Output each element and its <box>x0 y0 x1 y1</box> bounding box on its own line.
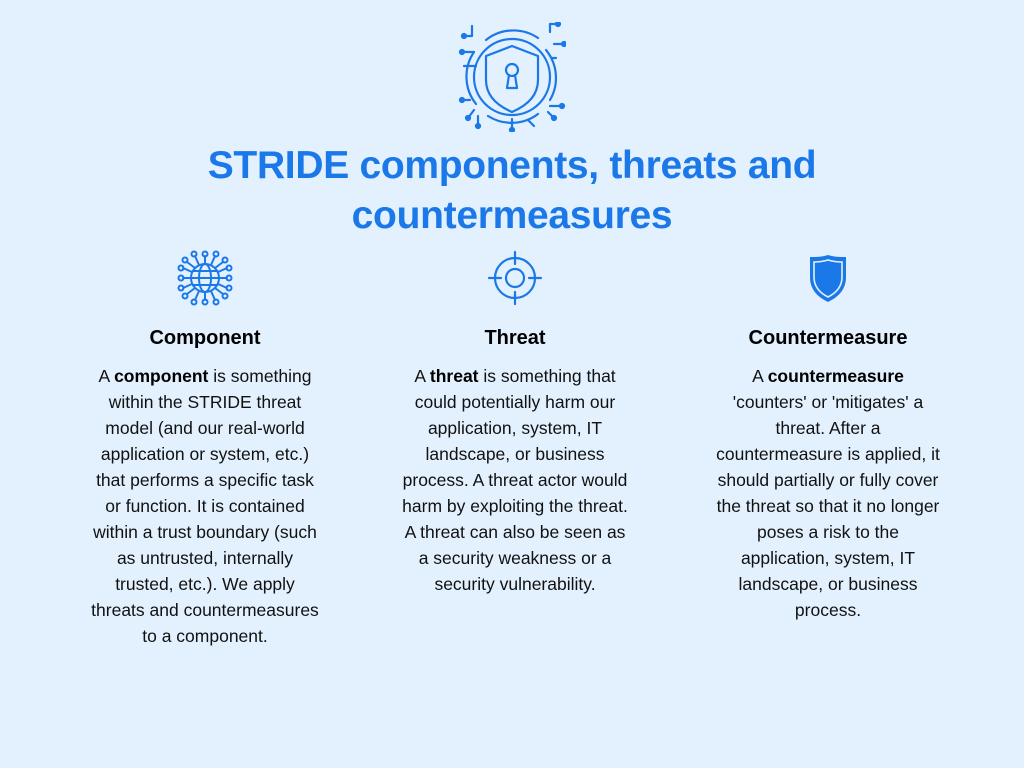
countermeasure-heading: Countermeasure <box>748 327 908 349</box>
page-title: STRIDE components, threats and countermeasures <box>207 144 817 237</box>
threat-column <box>400 250 630 597</box>
component-heading: Component <box>149 327 261 349</box>
shield-icon <box>800 250 856 306</box>
countermeasure-term: countermeasure <box>767 366 904 386</box>
threat-term: threat <box>429 366 479 386</box>
globe-network-icon <box>177 250 233 306</box>
shield-keyhole-circuit-icon <box>458 22 566 132</box>
component-column <box>90 250 320 649</box>
component-term: component <box>114 366 209 386</box>
threat-description: A threat is something that could potentially harm our application, system, IT landscape, or business process. A threat actor would harm by exploiting the threat. A threat can also be seen as a security weakness or a security vulnerability. <box>402 366 628 594</box>
component-description: A component is something within the STRIDE threat model (and our real-world application or system, etc.) that performs a specific task or function. It is contained within a trust boundary (such as untrusted, internally trusted, etc.). We apply threats and countermeasures to a component. <box>91 366 319 646</box>
threat-heading: Threat <box>484 327 546 349</box>
countermeasure-description: A countermeasure 'counters' or 'mitigates' a threat. After a countermeasure is applied, it should partially or fully cover the threat so that it no longer poses a risk to the application, system, IT landscape, or business process. <box>716 366 940 620</box>
crosshair-target-icon <box>487 250 543 306</box>
countermeasure-column <box>713 250 943 623</box>
